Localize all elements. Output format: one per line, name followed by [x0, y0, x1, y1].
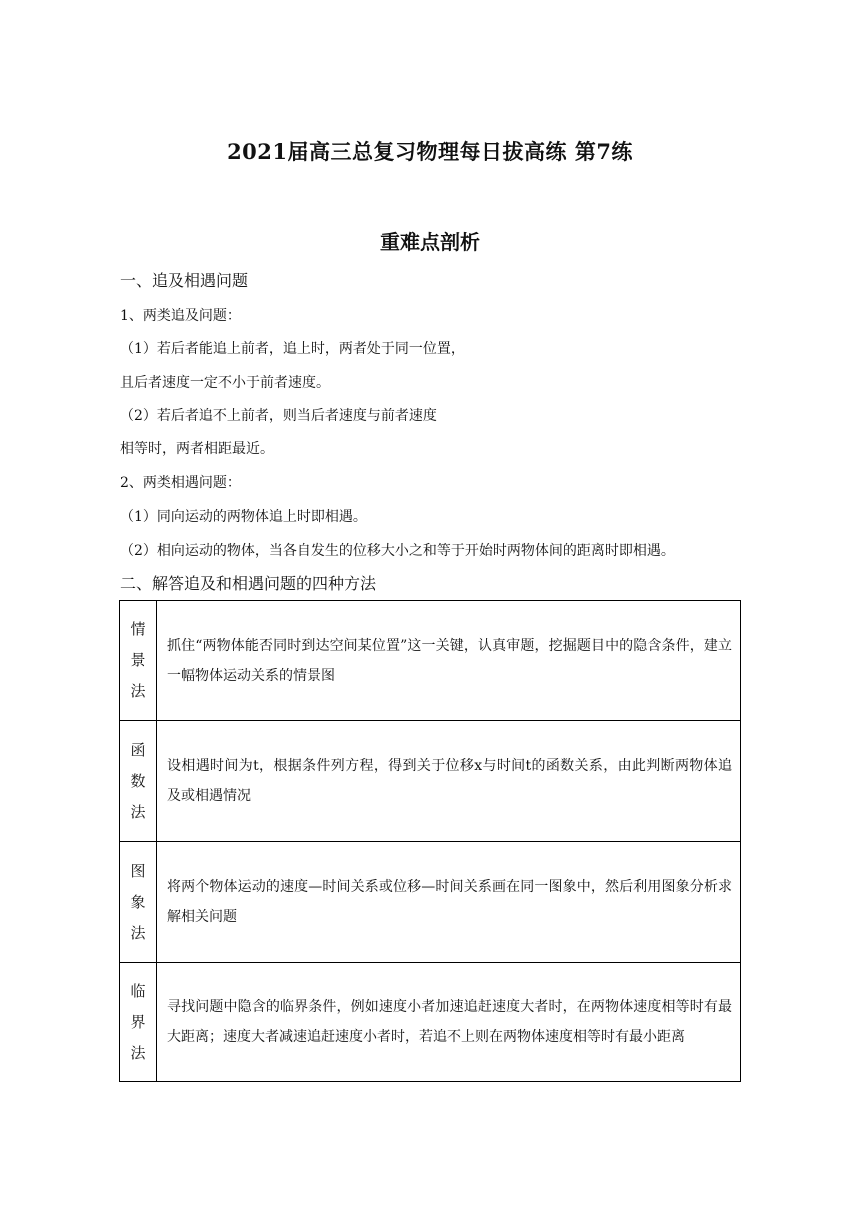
method-name-cell — [120, 963, 157, 1082]
paragraph: （1）同向运动的两物体追上时即相遇。 — [120, 509, 367, 525]
paragraph: （2）相向运动的物体，当各自发生的位移大小之和等于开始时两物体间的距离时即相遇。 — [120, 543, 675, 559]
paragraph: 且后者速度一定不小于前者速度。 — [120, 375, 330, 391]
table-row — [120, 721, 741, 842]
method-name-char: 函 — [130, 740, 146, 759]
method-name-char: 情 — [130, 620, 146, 638]
method-description: 寻找问题中隐含的临界条件，例如速度小者加速追赶速度大者时，在两物体速度相等时有最大距离；速度大者减速追赶速度小者时，若追不上则在两物体速度相等时有最小距离 — [157, 963, 741, 1082]
method-name-char: 象 — [130, 892, 146, 911]
table-row — [120, 601, 741, 721]
method-name-char: 法 — [130, 682, 146, 700]
paragraph: （2）若后者追不上前者，则当后者速度与前者速度 — [120, 408, 437, 424]
document-title: 2021届高三总复习物理每日拔高练 第7练 — [227, 139, 633, 164]
paragraph: 相等时，两者相距最近。 — [120, 441, 274, 457]
method-description: 将两个物体运动的速度—时间关系或位移—时间关系画在同一图象中，然后利用图象分析求解相关问题 — [157, 842, 741, 963]
table-row — [120, 842, 741, 963]
method-name-char: 界 — [130, 1012, 146, 1031]
method-description: 抓住“两物体能否同时到达空间某位置”这一关键，认真审题，挖掘题目中的隐含条件，建立一幅物体运动关系的情景图 — [157, 601, 741, 721]
method-name-char: 图 — [130, 861, 146, 880]
method-name-cell — [120, 601, 157, 721]
method-description: 设相遇时间为t，根据条件列方程，得到关于位移x与时间t的函数关系，由此判断两物体追及或相遇情况 — [157, 721, 741, 842]
heading-chase-meet: 一、追及相遇问题 — [120, 271, 249, 290]
paragraph: 1、两类追及问题： — [120, 308, 241, 324]
paragraph: 2、两类相遇问题： — [120, 475, 241, 491]
method-name-char: 数 — [130, 771, 146, 790]
method-name-char: 景 — [130, 651, 146, 669]
section-title: 重难点剖析 — [380, 230, 480, 254]
method-name-char: 法 — [130, 1043, 146, 1062]
methods-table — [119, 600, 741, 1082]
method-name-char: 临 — [130, 981, 146, 1000]
method-name-cell — [120, 842, 157, 963]
table-row — [120, 963, 741, 1082]
method-name-cell — [120, 721, 157, 842]
method-name-char: 法 — [130, 802, 146, 821]
heading-four-methods: 二、解答追及和相遇问题的四种方法 — [120, 574, 377, 593]
method-name-char: 法 — [130, 923, 146, 942]
paragraph: （1）若后者能追上前者，追上时，两者处于同一位置， — [120, 341, 465, 357]
